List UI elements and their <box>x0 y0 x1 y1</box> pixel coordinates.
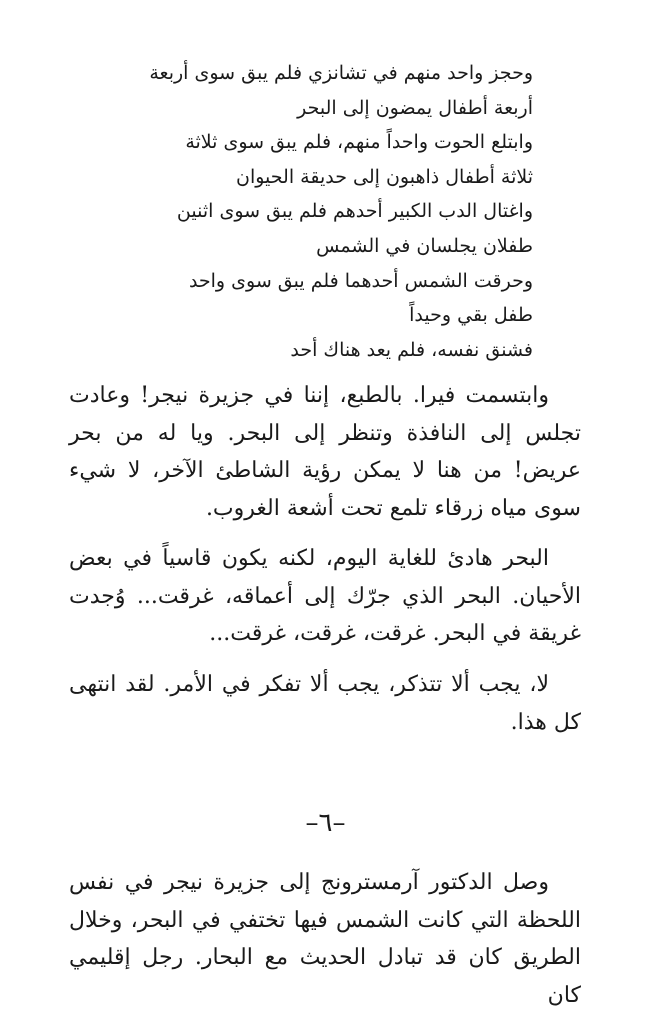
poem-line: واغتال الدب الكبير أحدهم فلم يبق سوى اثنين <box>176 200 533 223</box>
poem-line: أربعة أطفال يمضون إلى البحر <box>297 96 533 119</box>
paragraph-doctor-arrives: وصل الدكتور آرمسترونج إلى جزيرة نيجر في نفس اللحظة التي كانت الشمس فيها تختفي في البحر، وخلال الطريق كان قد تبادل الحديث مع البحار. رجل إقليمي كان <box>69 870 581 1008</box>
poem-line: وابتلع الحوت واحداً منهم، فلم يبق سوى ثلاثة <box>185 131 533 154</box>
paragraph-vera-smiles: وابتسمت فيرا. بالطبع، إننا في جزيرة نيجر! وعادت تجلس إلى النافذة وتنظر إلى البحر. ويا له من بحر عريض! من هنا لا يمكن رؤية الشاطئ الآخر، لا شيء سوى مياه زرقاء تلمع تحت أشعة الغروب. <box>69 383 581 521</box>
poem-line: وحجز واحد منهم في تشانزي فلم يبق سوى أربعة <box>149 62 533 84</box>
chapter-number: –٦– <box>305 808 346 838</box>
paragraph-must-not-remember: لا، يجب ألا تتذكر، يجب ألا تفكر في الأمر. لقد انتهى كل هذا. <box>69 672 581 735</box>
poem-line: فشنق نفسه، فلم يعد هناك أحد <box>290 338 533 361</box>
poem-line: طفل بقي وحيداً <box>409 304 533 327</box>
poem-verse <box>113 56 533 367</box>
poem-line: طفلان يجلسان في الشمس <box>316 234 533 257</box>
paragraph-sea-calm: البحر هادئ للغاية اليوم، لكنه يكون قاسياً في بعض الأحيان. البحر الذي جرّك إلى أعماقه، غرقت... وُجدت غريقة في البحر. غرقت، غرقت، غرقت... <box>69 546 581 646</box>
poem-line: وحرقت الشمس أحدهما فلم يبق سوى واحد <box>188 269 533 292</box>
poem-line: ثلاثة أطفال ذاهبون إلى حديقة الحيوان <box>236 165 533 188</box>
